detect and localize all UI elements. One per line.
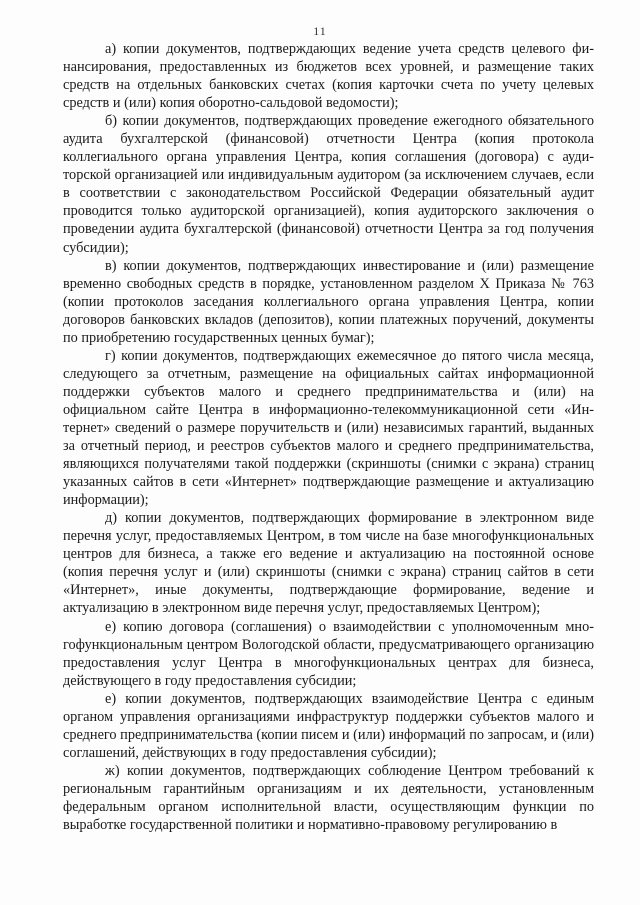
paragraph-e: е) копию договора (соглашения) о взаимодействии с уполномоченным многофункциональным центром Вологодской области, предусматривающего организацию предоставления услуг Центра в многофункциональных центрах для бизнеса, действующего в году предоставления субсидии; <box>63 618 594 689</box>
paragraph-a: а) копии документов, подтверждающих ведение учета средств целевого финансирования, предоставленных из бюджетов всех уровней, и размещение таких средств на отдельных банковских счетах (копия карточки счета по учету целевых средств и (или) копия оборотно-сальдовой ведомости); <box>63 41 594 112</box>
paragraph-d: д) копии документов, подтверждающих формирование в электронном виде перечня услуг, предоставляемых Центром, в том числе на базе многофункциональных центров для бизнеса, а также его ведение и актуализацию на постоянной основе (копия перечня услуг и (или) скриншоты (снимки с экрана) страниц сайтов в сети «Интернет», иные документы, подтверждающие формирование, ведение и актуализацию в электронном виде перечня услуг, предоставляемых Центром); <box>63 510 594 617</box>
paragraph-b: б) копии документов, подтверждающих проведение ежегодного обязательного аудита бухгалтерской (финансовой) отчетности Центра (копия протокола коллегиального органа управления Центра, копия соглашения (договора) с аудиторской организацией или индивидуальным аудитором (за исключением случаев, если в соответствии с законодательством Российской Федерации обязательный аудит проводится только аудиторской организацией), копия аудиторского заключения о проведении аудита бухгалтерской (финансовой) отчетности Центра за год получения субсидии); <box>63 113 594 256</box>
paragraph-zh: ж) копии документов, подтверждающих соблюдение Центром требований к региональным гарантийным организациям и их деятельности, установленным федеральным органом исполнительной власти, осуществляющим функции по выработке государственной политики и нормативно-правовому регулированию в <box>63 762 594 834</box>
document-body <box>63 40 594 834</box>
page-number: 11 <box>313 24 327 38</box>
paragraph-g: г) копии документов, подтверждающих ежемесячное до пятого числа месяца, следующего за отчетным, размещение на официальных сайтах информационной поддержки субъектов малого и среднего предпринимательства и (или) на официальном сайте Центра в информационно-телекоммуникационной сети «Интернет» сведений о размере поручительств и (или) независимых гарантий, выданных за отчетный период, и реестров субъектов малого и среднего предпринимательства, являющихся получателями такой поддержки (скриншоты (снимки с экрана) страниц указанных сайтов в сети «Интернет» подтверждающие размещение и актуализацию информации); <box>63 347 594 509</box>
paragraph-e-second: е) копии документов, подтверждающих взаимодействие Центра с единым органом управления организациями инфраструктур поддержки субъектов малого и среднего предпринимательства (копии писем и (или) информаций по запросам, и (или) соглашений, действующих в году предоставления субсидии); <box>63 690 594 761</box>
paragraph-v: в) копии документов, подтверждающих инвестирование и (или) размещение временно свободных средств в порядке, установленном разделом X Приказа № 763 (копии протоколов заседания коллегиального органа управления Центра, копии договоров банковских вкладов (депозитов), копии платежных поручений, документы по приобретению государственных ценных бумаг); <box>63 257 594 346</box>
